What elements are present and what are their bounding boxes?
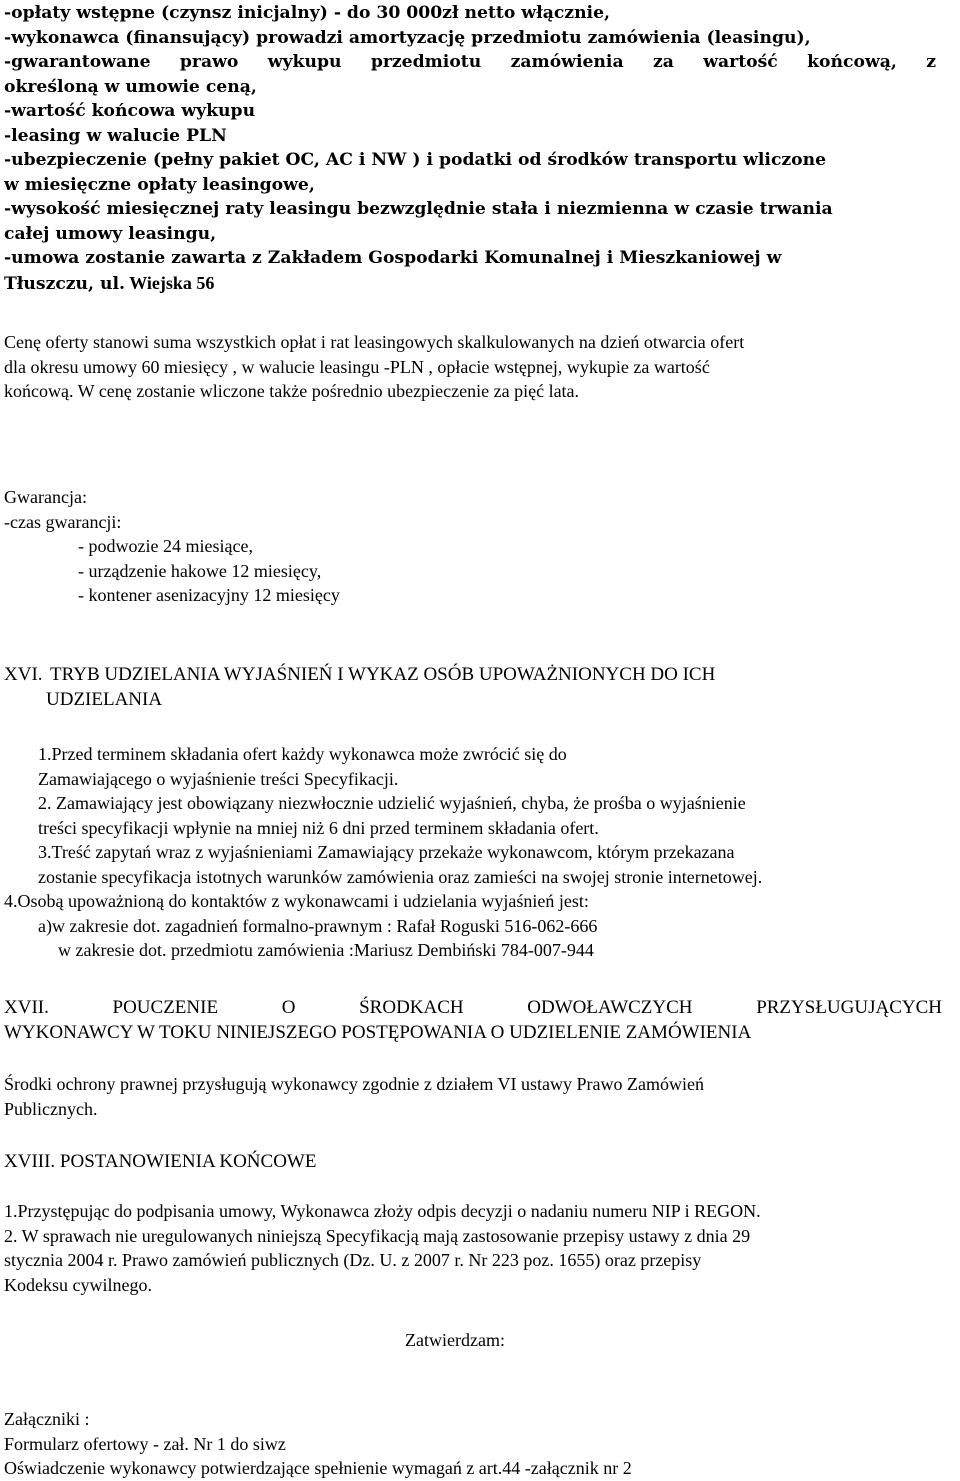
paragraph-line: Środki ochrony prawnej przysługują wykonawcy zgodnie z działem VI ustawy Prawo Zamówień <box>4 1074 704 1094</box>
warranty-item: - kontener asenizacyjny 12 miesięcy <box>78 585 340 605</box>
section-xvi <box>4 663 960 712</box>
section-xviii-body <box>4 1199 956 1297</box>
attachments-block <box>4 1407 960 1481</box>
attachments-title: Załączniki : <box>4 1409 90 1429</box>
price-paragraph <box>4 330 960 404</box>
list-item: -umowa zostanie zawarta z Zakładem Gospodarki Komunalnej i Mieszkaniowej w <box>4 248 782 268</box>
paragraph-line: 4.Osobą upoważnioną do kontaktów z wykonawcami i udzielania wyjaśnień jest: <box>4 891 589 911</box>
approval-block <box>405 1328 960 1353</box>
section-title: TRYB UDZIELANIA WYJAŚNIEŃ I WYKAZ OSÓB UPOWAŻNIONYCH DO ICH <box>50 664 716 685</box>
list-item <box>4 271 936 297</box>
warranty-section <box>4 485 960 608</box>
list-item: -gwarantowane prawo wykupu przedmiotu zamówienia za wartość końcową, z <box>4 52 936 72</box>
warranty-title: Gwarancja: <box>4 487 87 507</box>
section-number: XVI. <box>4 664 43 685</box>
attachment-item: Oświadczenie wykonawcy potwierdzające spełnienie wymagań z art.44 -załącznik nr 2 <box>4 1458 632 1478</box>
section-xvii-heading-cont: WYKONAWCY W TOKU NINIEJSZEGO POSTĘPOWANIA O UDZIELENIE ZAMÓWIENIA <box>4 1021 752 1043</box>
address-bold: Tłuszczu, ul. <box>4 273 126 294</box>
section-xvi-body <box>4 742 960 963</box>
address-plain: Wiejska 56 <box>125 272 215 293</box>
paragraph-line: 3.Treść zapytań wraz z wyjaśnieniami Zamawiający przekaże wykonawcom, którym przekazana <box>38 842 735 862</box>
section-xviii-heading: XVIII. POSTANOWIENIA KOŃCOWE <box>4 1151 317 1172</box>
contact-line: w zakresie dot. przedmiotu zamówienia :Mariusz Dembiński 784-007-944 <box>58 940 594 960</box>
list-item: -leasing w walucie PLN <box>4 125 227 146</box>
paragraph-line: Kodeksu cywilnego. <box>4 1274 152 1295</box>
paragraph-line: Publicznych. <box>4 1098 98 1119</box>
leasing-conditions-list <box>4 1 936 296</box>
paragraph-line: stycznia 2004 r. Prawo zamówień publicznych (Dz. U. z 2007 r. Nr 223 poz. 1655) oraz przepisy <box>4 1250 702 1270</box>
list-item: w miesięczne opłaty leasingowe, <box>4 174 315 195</box>
paragraph-line: zostanie specyfikacja istotnych warunków zamówienia oraz zamieści na swojej stronie internetowej. <box>38 866 763 887</box>
list-item: całej umowy leasingu, <box>4 223 217 244</box>
list-item: -wartość końcowa wykupu <box>4 101 256 121</box>
section-xviii <box>4 1150 956 1175</box>
section-title-cont: UDZIELANIA <box>46 688 163 710</box>
section-xvii-heading: XVII. POUCZENIE O ŚRODKACH ODWOŁAWCZYCH PRZYSŁUGUJĄCYCH <box>4 997 942 1018</box>
attachment-item: Formularz ofertowy - zał. Nr 1 do siwz <box>4 1433 286 1454</box>
paragraph-line: treści specyfikacji wpłynie na mniej niż 6 dni przed terminem składania ofert. <box>38 817 599 838</box>
paragraph-line: Cenę oferty stanowi suma wszystkich opłat i rat leasingowych skalkulowanych na dzień otwarcia ofert <box>4 332 745 352</box>
list-item: -wysokość miesięcznej raty leasingu bezwzględnie stała i niezmienna w czasie trwania <box>4 199 833 219</box>
section-xvi-heading <box>4 663 960 688</box>
paragraph-line: 1.Przed terminem składania ofert każdy wykonawca może zwrócić się do <box>38 744 567 764</box>
warranty-period-label: -czas gwarancji: <box>4 511 122 532</box>
approval-label: Zatwierdzam: <box>405 1330 505 1350</box>
list-item: określoną w umowie ceną, <box>4 76 257 97</box>
section-xvii-body <box>4 1072 960 1121</box>
list-item: -opłaty wstępne (czynsz inicjalny) - do 30 000zł netto włącznie, <box>4 3 611 23</box>
paragraph-line: Zamawiającego o wyjaśnienie treści Specyfikacji. <box>38 768 399 789</box>
paragraph-line: końcową. W cenę zostanie wliczone także pośrednio ubezpieczenie za pięć lata. <box>4 381 580 401</box>
list-item: -wykonawca (finansujący) prowadzi amortyzację przedmiotu zamówienia (leasingu), <box>4 27 811 48</box>
paragraph-line: 2. Zamawiający jest obowiązany niezwłocznie udzielić wyjaśnień, chyba, że prośba o wyjaśnienie <box>38 793 746 813</box>
warranty-item: - podwozie 24 miesiące, <box>78 536 253 556</box>
paragraph-line: dla okresu umowy 60 miesięcy , w walucie leasingu -PLN , opłacie wstępnej, wykupie za wartość <box>4 356 710 377</box>
warranty-item: - urządzenie hakowe 12 miesięcy, <box>78 560 322 581</box>
list-item: -ubezpieczenie (pełny pakiet OC, AC i NW ) i podatki od środków transportu wliczone <box>4 150 827 170</box>
paragraph-line: 1.Przystępując do podpisania umowy, Wykonawca złoży odpis decyzji o nadaniu numeru NIP i REGON. <box>4 1201 761 1221</box>
section-xvii <box>4 996 942 1045</box>
contact-line: a)w zakresie dot. zagadnień formalno-prawnym : Rafał Roguski 516-062-666 <box>38 915 598 936</box>
paragraph-line: 2. W sprawach nie uregulowanych niniejszą Specyfikacją mają zastosowanie przepisy ustawy z dnia 29 <box>4 1225 751 1246</box>
